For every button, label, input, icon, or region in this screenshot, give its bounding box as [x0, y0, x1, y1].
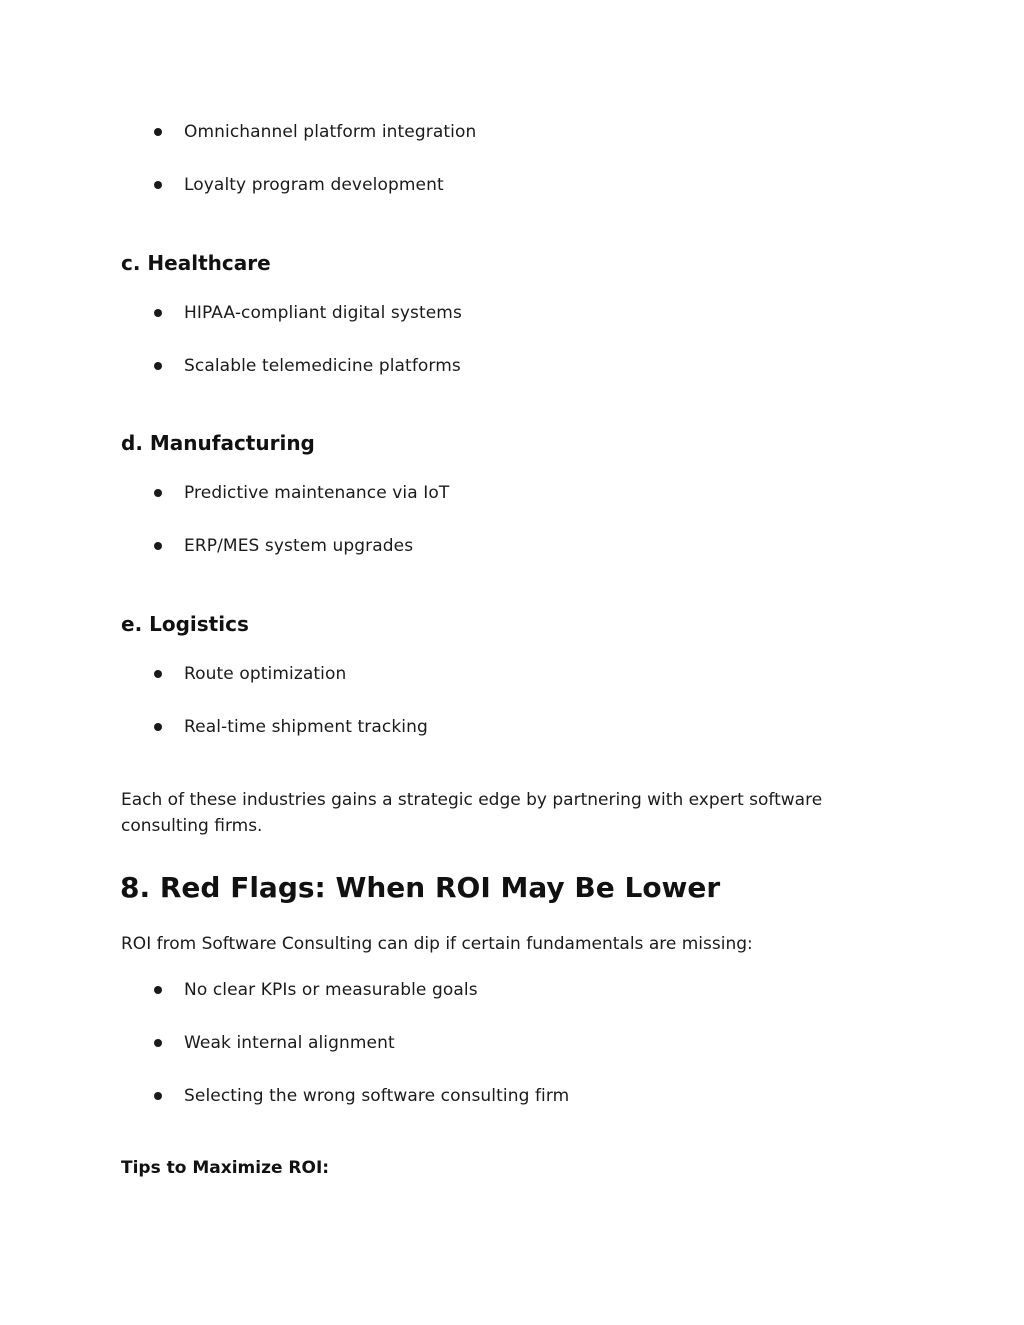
bullet-icon: [154, 723, 162, 731]
list-item-text: Selecting the wrong software consulting firm: [184, 1086, 570, 1106]
list-item: [150, 354, 461, 378]
list-item-text: Real-time shipment tracking: [184, 717, 428, 737]
list-item: [150, 715, 428, 739]
list-item: [150, 978, 478, 1002]
list-item-text: No clear KPIs or measurable goals: [184, 980, 478, 1000]
list-item: [150, 481, 449, 505]
list-item-text: Scalable telemedicine platforms: [184, 356, 461, 376]
summary-paragraph: Each of these industries gains a strategic edge by partnering with expert software consulting firms.: [121, 790, 823, 836]
bullet-icon: [154, 309, 162, 317]
list-item: [150, 120, 476, 144]
list-item: [150, 662, 346, 686]
section-heading-healthcare: c. Healthcare: [121, 251, 271, 275]
list-item-text: Route optimization: [184, 664, 347, 684]
bullet-icon: [154, 128, 162, 136]
section-heading-logistics: e. Logistics: [121, 612, 249, 636]
list-item-text: Weak internal alignment: [184, 1033, 395, 1053]
bullet-icon: [154, 670, 162, 678]
list-item: [150, 534, 413, 558]
list-item-text: ERP/MES system upgrades: [184, 536, 414, 556]
list-item-text: Loyalty program development: [184, 175, 444, 195]
bullet-icon: [154, 1092, 162, 1100]
list-item-text: Omnichannel platform integration: [184, 122, 477, 142]
bullet-icon: [154, 181, 162, 189]
section-intro: ROI from Software Consulting can dip if certain fundamentals are missing:: [121, 934, 753, 954]
section-heading-manufacturing: d. Manufacturing: [121, 431, 315, 455]
tips-heading: Tips to Maximize ROI:: [121, 1158, 330, 1178]
bullet-icon: [154, 489, 162, 497]
list-item: [150, 1084, 569, 1108]
list-item-text: HIPAA-compliant digital systems: [184, 303, 462, 323]
list-item: [150, 301, 462, 325]
section-title-red-flags: 8. Red Flags: When ROI May Be Lower: [120, 871, 721, 904]
bullet-icon: [154, 362, 162, 370]
bullet-icon: [154, 542, 162, 550]
list-item: [150, 1031, 395, 1055]
bullet-icon: [154, 986, 162, 994]
list-item: [150, 173, 444, 197]
list-item-text: Predictive maintenance via IoT: [184, 483, 450, 503]
bullet-icon: [154, 1039, 162, 1047]
